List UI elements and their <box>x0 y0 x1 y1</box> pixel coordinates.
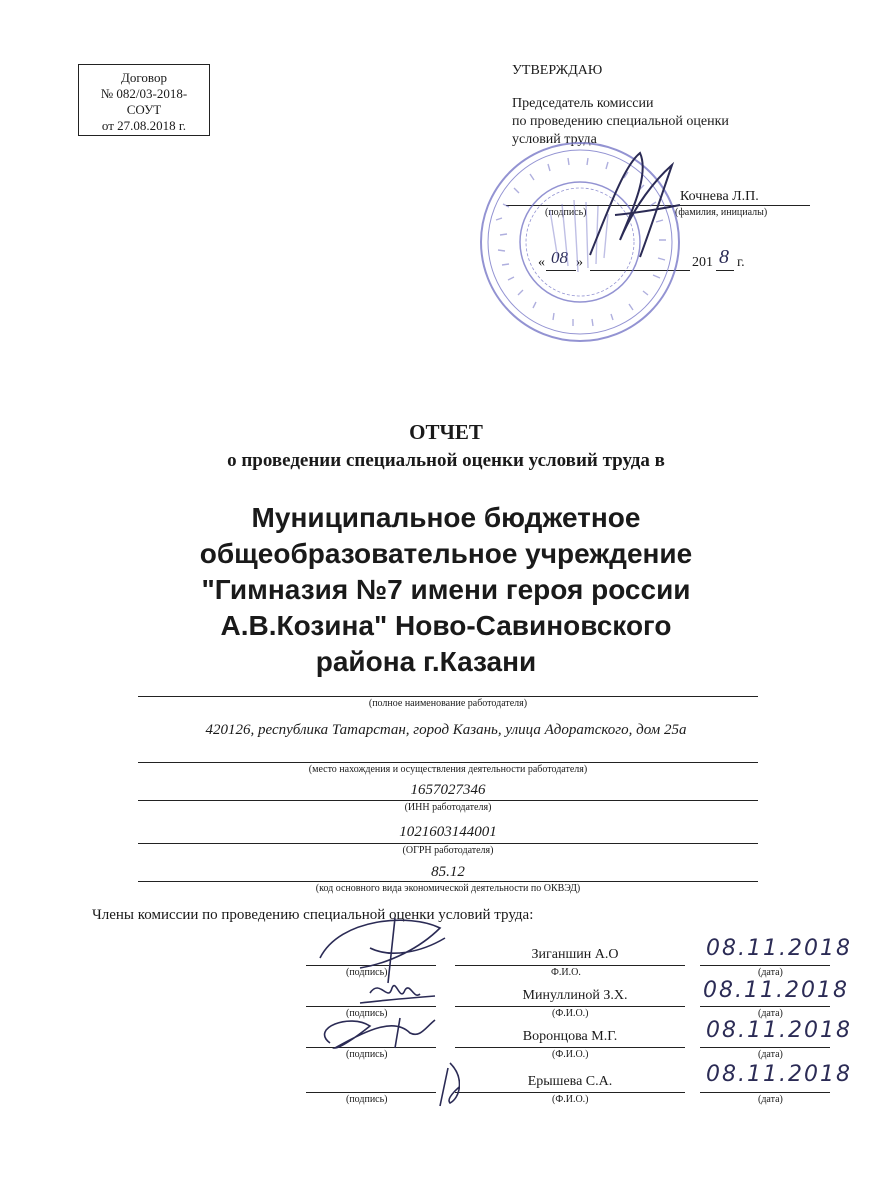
member-date-line <box>700 1092 830 1093</box>
contract-reference-box <box>78 64 210 136</box>
employer-name-underline <box>138 696 758 697</box>
member-name: Минуллиной З.Х. <box>522 988 628 1003</box>
approval-year-line <box>716 270 734 271</box>
employer-name-line: общеобразовательное учреждение <box>199 538 693 569</box>
member-name-line <box>455 1092 685 1093</box>
member-date: 08.11.2018 <box>706 1018 852 1043</box>
approval-signer-name: Кочнева Л.П. <box>680 189 759 204</box>
approval-year-suffix: г. <box>737 255 745 270</box>
member-name-line <box>455 1006 685 1007</box>
employer-ogrn: 1021603144001 <box>399 824 497 840</box>
member-date: 08.11.2018 <box>703 978 849 1003</box>
member-date-line <box>700 965 830 966</box>
member-date-caption: (дата) <box>758 1049 783 1060</box>
employer-okved-underline <box>138 881 758 882</box>
approval-position-line-3: условий труда <box>512 132 597 147</box>
contract-number: № 082/03-2018- <box>100 86 188 101</box>
report-title: ОТЧЕТ <box>409 420 483 444</box>
member-signature-caption: (подпись) <box>346 1049 388 1060</box>
member-name: Ерышева С.А. <box>527 1074 613 1089</box>
employer-name-line: района г.Казани <box>315 646 537 677</box>
employer-name <box>0 500 892 680</box>
report-subtitle: о проведении специальной оценки условий труда в <box>227 450 665 471</box>
commission-heading: Члены комиссии по проведению специальной оценки условий труда: <box>92 907 534 923</box>
member-name-caption: Ф.И.О. <box>551 967 581 978</box>
employer-ogrn-underline <box>138 843 758 844</box>
member-signature-caption: (подпись) <box>346 1008 388 1019</box>
member-name-line <box>455 1047 685 1048</box>
employer-okved-caption: (код основного вида экономической деятельности по ОКВЭД) <box>315 883 581 894</box>
employer-ogrn-caption: (ОГРН работодателя) <box>402 845 494 856</box>
employer-name-line: "Гимназия №7 имени героя россии <box>201 574 691 605</box>
member-signature-caption: (подпись) <box>346 1094 388 1105</box>
approval-name-caption: (фамилия, инициалы) <box>675 207 768 218</box>
approval-year-digit: 8 <box>719 246 729 268</box>
employer-inn: 1657027346 <box>410 782 486 798</box>
approval-heading: УТВЕРЖДАЮ <box>512 63 603 78</box>
employer-name-caption: (полное наименование работодателя) <box>368 698 528 709</box>
member-1-signature <box>320 918 445 983</box>
approval-position-line-2: по проведению специальной оценки <box>512 114 729 129</box>
member-date: 08.11.2018 <box>706 1062 852 1087</box>
contract-label: Договор <box>121 70 167 85</box>
member-name: Зиганшин А.О <box>531 947 619 962</box>
member-name: Воронцова М.Г. <box>522 1029 618 1044</box>
member-date-caption: (дата) <box>758 1008 783 1019</box>
employer-address-underline <box>138 762 758 763</box>
approval-signature-caption: (подпись) <box>545 207 587 218</box>
member-date-caption: (дата) <box>758 1094 783 1105</box>
member-date-line <box>700 1047 830 1048</box>
member-signatures <box>300 908 460 1108</box>
employer-name-line: Муниципальное бюджетное <box>251 502 641 533</box>
employer-inn-caption: (ИНН работодателя) <box>404 802 492 813</box>
approval-position-line-1: Председатель комиссии <box>512 96 654 111</box>
employer-name-line: А.В.Козина" Ново-Савиновского <box>220 610 672 641</box>
member-name-line <box>455 965 685 966</box>
member-4-signature <box>440 1063 460 1106</box>
approval-date-open-quote: « <box>538 255 545 270</box>
member-name-caption: (Ф.И.О.) <box>552 1049 589 1060</box>
member-signature-caption: (подпись) <box>346 967 388 978</box>
employer-address-caption: (место нахождения и осуществления деятельности работодателя) <box>308 764 588 775</box>
employer-address: 420126, республика Татарстан, город Казань, улица Адоратского, дом 25а <box>205 722 687 738</box>
approval-date-close-quote: » <box>576 255 583 270</box>
member-date-caption: (дата) <box>758 967 783 978</box>
member-2-signature <box>360 986 435 1003</box>
member-date: 08.11.2018 <box>706 936 852 961</box>
approval-date-day: 08 <box>551 248 568 267</box>
member-name-caption: (Ф.И.О.) <box>552 1094 589 1105</box>
approval-name-line <box>676 205 810 206</box>
chairman-signature <box>580 145 690 265</box>
employer-okved: 85.12 <box>431 864 465 880</box>
employer-inn-underline <box>138 800 758 801</box>
member-date-line <box>700 1006 830 1007</box>
approval-year-prefix: 201 <box>692 255 713 270</box>
member-3-signature <box>325 1018 435 1048</box>
member-name-caption: (Ф.И.О.) <box>552 1008 589 1019</box>
contract-number-suffix: СОУТ <box>126 102 162 117</box>
contract-date: от 27.08.2018 г. <box>101 118 187 133</box>
